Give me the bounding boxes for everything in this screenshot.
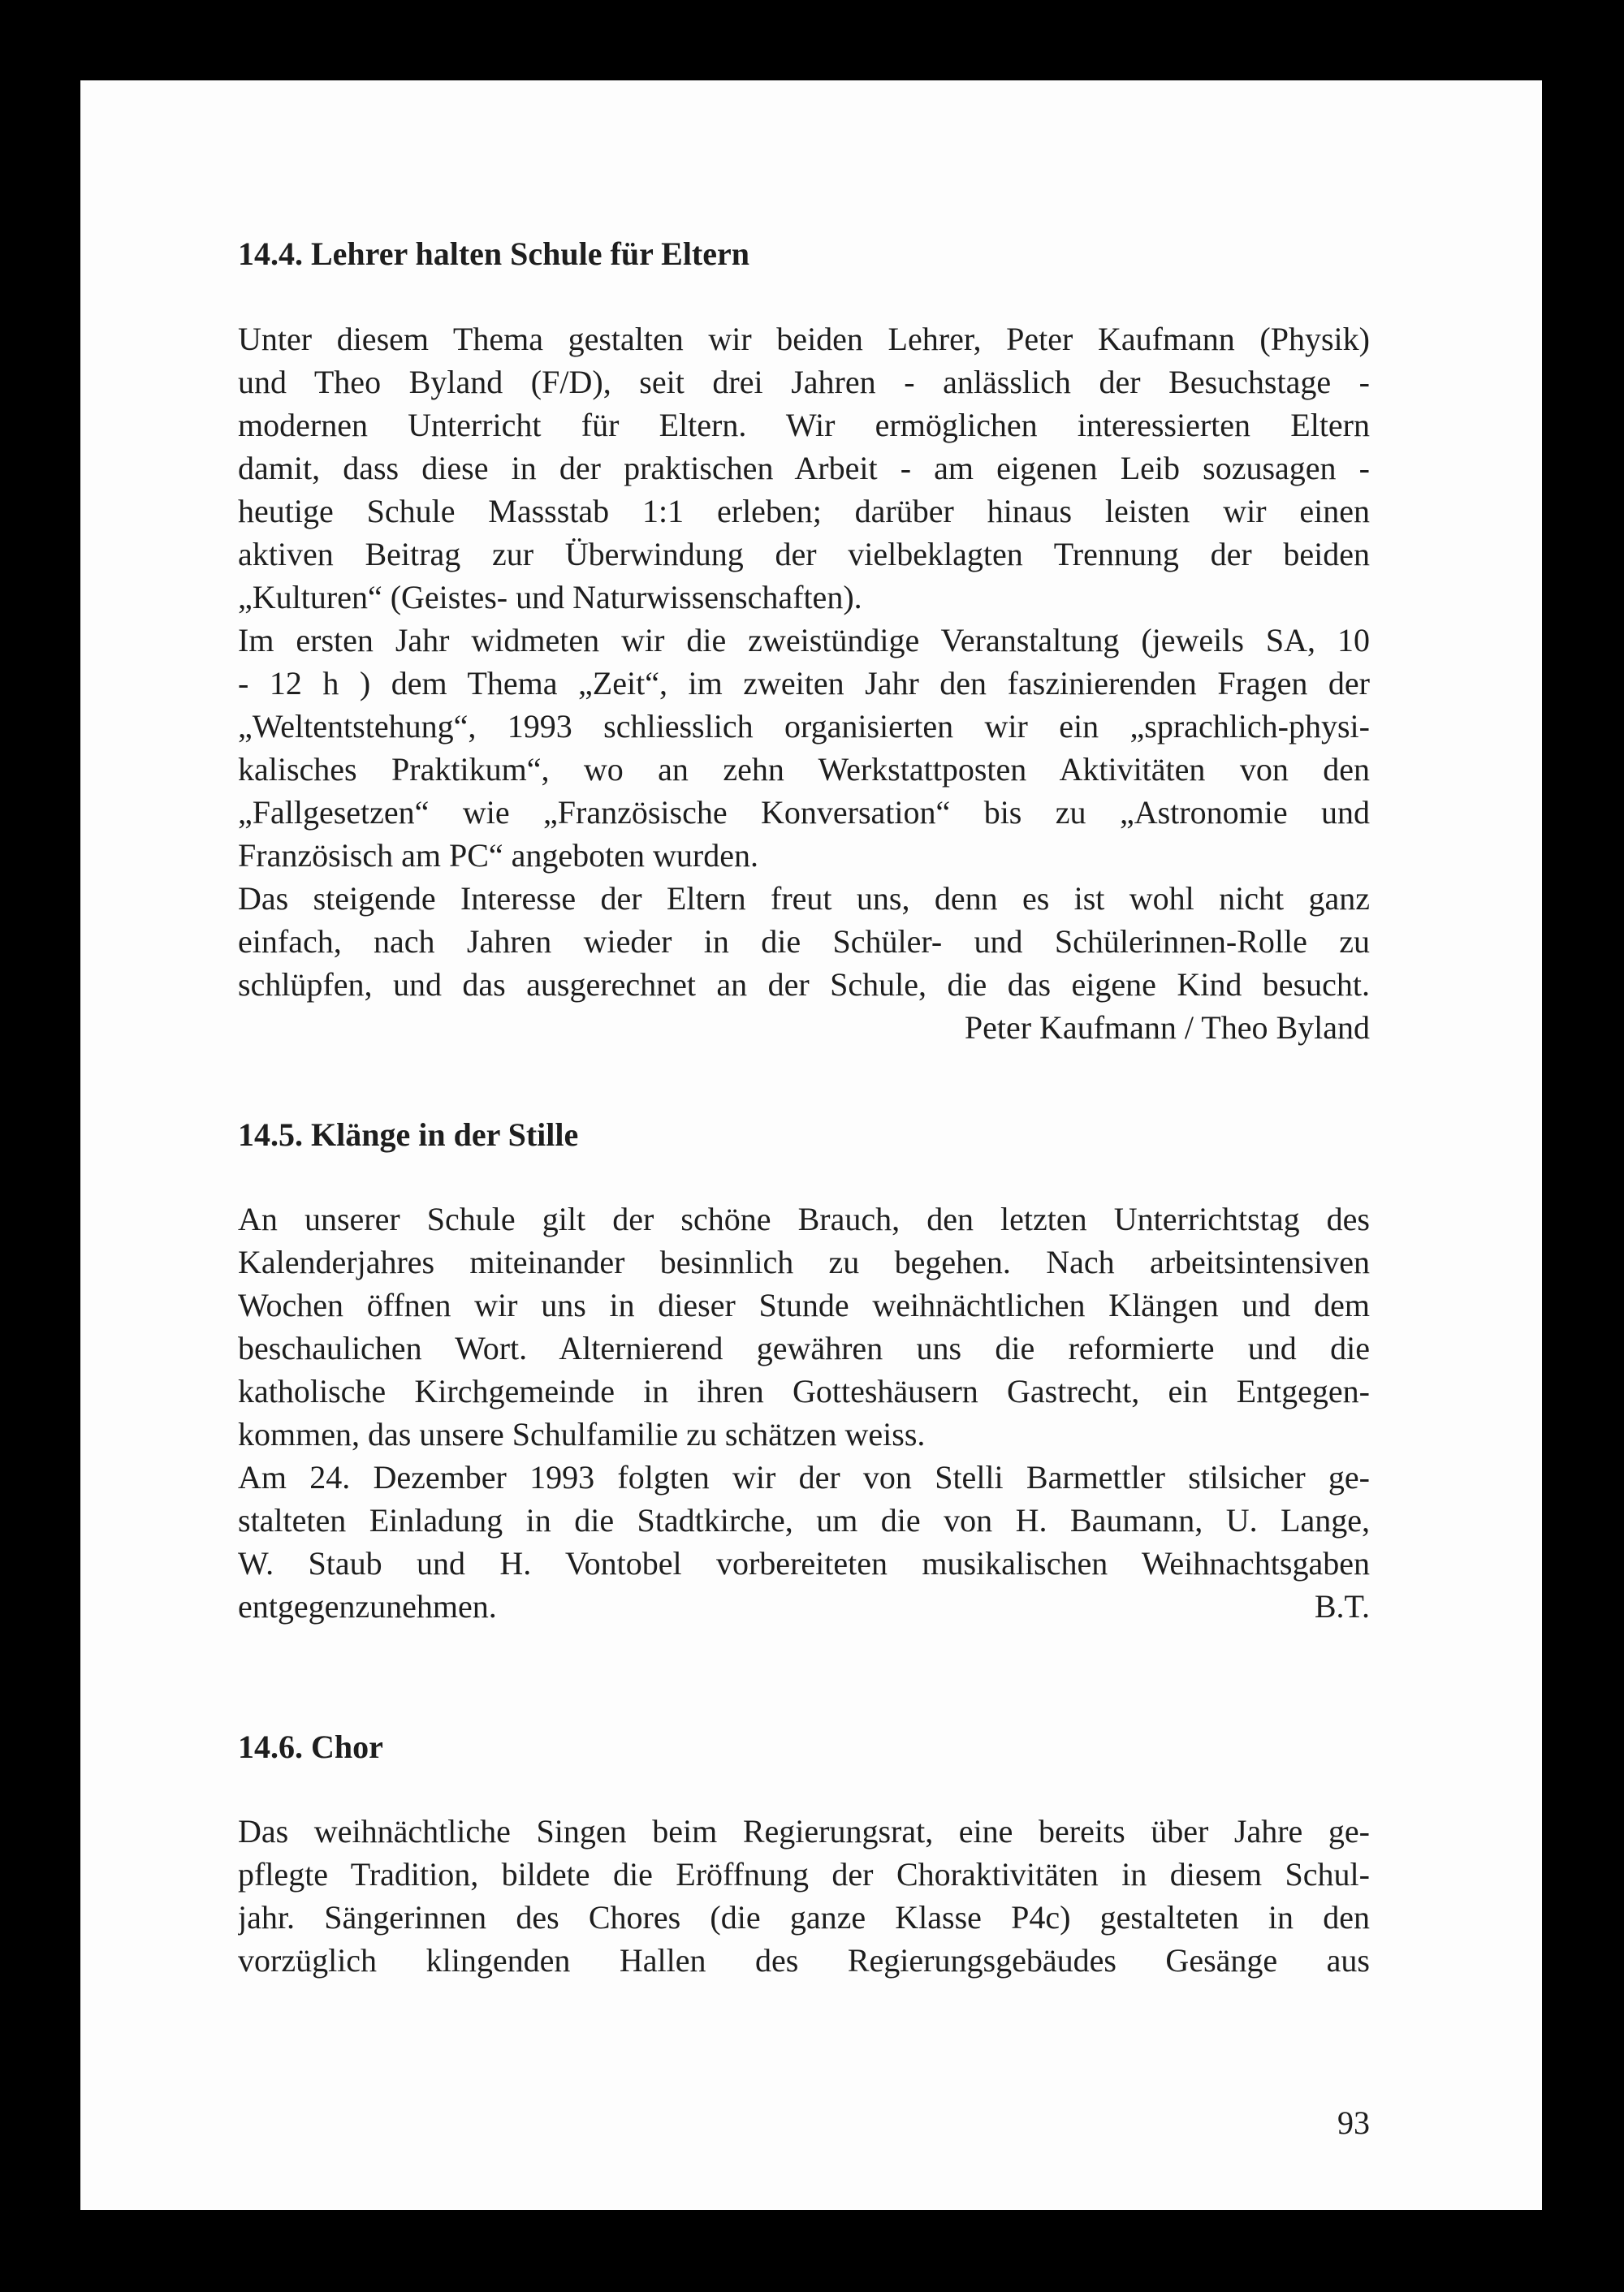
text-line: katholische Kirchgemeinde in ihren Gotteshäusern Gastrecht, ein Entgegen-	[238, 1373, 1370, 1409]
text-line: Unter diesem Thema gestalten wir beiden Lehrer, Peter Kaufmann (Physik)	[238, 321, 1370, 357]
text-line: Wochen öffnen wir uns in dieser Stunde weihnächtlichen Klängen und dem	[238, 1287, 1370, 1323]
text-line: Am 24. Dezember 1993 folgten wir der von Stelli Barmettler stilsicher ge-	[238, 1459, 1370, 1496]
author-signature: Peter Kaufmann / Theo Byland	[964, 1009, 1370, 1046]
text-line: kalisches Praktikum“, wo an zehn Werkstattposten Aktivitäten von den	[238, 751, 1370, 788]
text-line: „Weltentstehung“, 1993 schliesslich organisierten wir ein „sprachlich-physi-	[238, 708, 1370, 745]
section-heading: 14.5. Klänge in der Stille	[238, 1116, 579, 1153]
text-line: modernen Unterricht für Eltern. Wir ermöglichen interessierten Eltern	[238, 407, 1370, 443]
text-line: damit, dass diese in der praktischen Arbeit - am eigenen Leib sozusagen -	[238, 450, 1370, 486]
text-line: Im ersten Jahr widmeten wir die zweistündige Veranstaltung (jeweils SA, 10	[238, 622, 1370, 658]
text-line: Kalenderjahres miteinander besinnlich zu begehen. Nach arbeitsintensiven	[238, 1244, 1370, 1280]
text-line: Das weihnächtliche Singen beim Regierungsrat, eine bereits über Jahre ge-	[238, 1813, 1370, 1850]
text-line: aktiven Beitrag zur Überwindung der vielbeklagten Trennung der beiden	[238, 536, 1370, 572]
text-line: und Theo Byland (F/D), seit drei Jahren - anlässlich der Besuchstage -	[238, 364, 1370, 400]
section-body	[238, 317, 1370, 1049]
text-line: pflegte Tradition, bildete die Eröffnung der Choraktivitäten in diesem Schul-	[238, 1856, 1370, 1893]
text-line: W. Staub und H. Vontobel vorbereiteten musikalischen Weihnachtsgaben	[238, 1545, 1370, 1582]
section-heading: 14.4. Lehrer halten Schule für Eltern	[238, 235, 749, 272]
text-line: Das steigende Interesse der Eltern freut uns, denn es ist wohl nicht ganz	[238, 880, 1370, 917]
text-line: An unserer Schule gilt der schöne Brauch, den letzten Unterrichtstag des	[238, 1201, 1370, 1237]
document-page	[80, 80, 1542, 2210]
author-signature: B.T.	[1314, 1588, 1370, 1625]
text-line: heutige Schule Massstab 1:1 erleben; darüber hinaus leisten wir einen	[238, 493, 1370, 529]
text-line: „Kulturen“ (Geistes- und Naturwissenschaften).	[238, 579, 862, 615]
text-line: „Fallgesetzen“ wie „Französische Konversation“ bis zu „Astronomie und	[238, 794, 1370, 831]
text-line: Französisch am PC“ angeboten wurden.	[238, 837, 758, 874]
text-line: einfach, nach Jahren wieder in die Schüler- und Schülerinnen-Rolle zu	[238, 923, 1370, 960]
text-line: beschaulichen Wort. Alternierend gewähren uns die reformierte und die	[238, 1330, 1370, 1366]
page-number: 93	[1337, 2104, 1370, 2141]
text-line-end: entgegenzunehmen.	[238, 1588, 497, 1625]
text-line: stalteten Einladung in die Stadtkirche, um die von H. Baumann, U. Lange,	[238, 1502, 1370, 1539]
text-line: kommen, das unsere Schulfamilie zu schätzen weiss.	[238, 1416, 926, 1452]
text-line: schlüpfen, und das ausgerechnet an der Schule, die das eigene Kind besucht.	[238, 966, 1370, 1003]
section-body	[238, 1198, 1370, 1628]
text-line	[238, 1585, 1370, 1628]
text-line: - 12 h ) dem Thema „Zeit“, im zweiten Jahr den faszinierenden Fragen der	[238, 665, 1370, 701]
text-line: vorzüglich klingenden Hallen des Regierungsgebäudes Gesänge aus	[238, 1942, 1370, 1979]
section-heading: 14.6. Chor	[238, 1729, 383, 1765]
text-line: jahr. Sängerinnen des Chores (die ganze Klasse P4c) gestalteten in den	[238, 1899, 1370, 1936]
section-body	[238, 1810, 1370, 1982]
